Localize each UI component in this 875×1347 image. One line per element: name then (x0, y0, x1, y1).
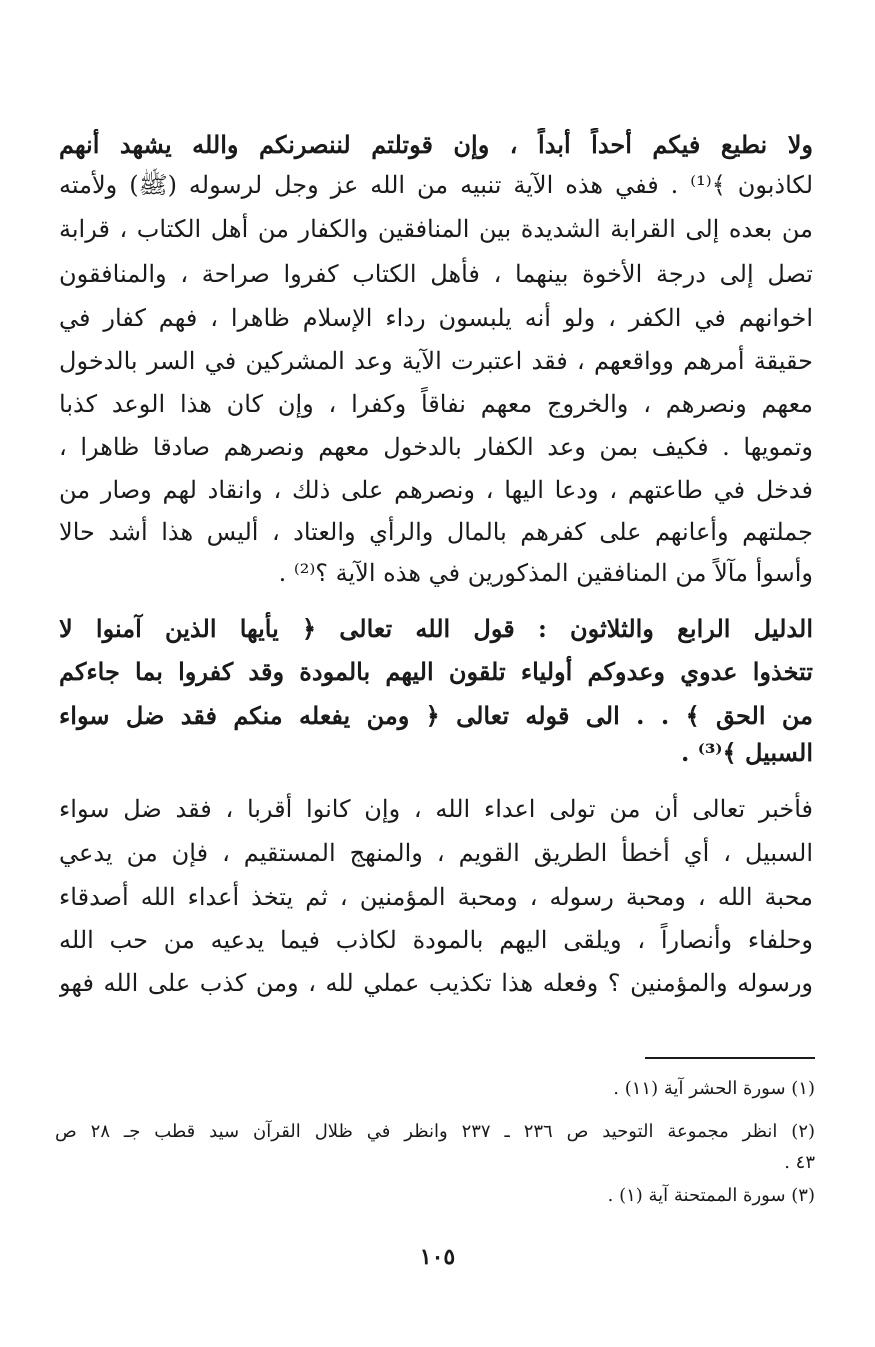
body-line: حقيقة أمرهم وواقعهم ، فقد اعتبرت الآية وعد المشركين في السر بالدخول (59, 347, 813, 375)
footnote: (٢) انظر مجموعة التوحيد ص ٢٣٦ ـ ٢٣٧ وانظر في ظلال القرآن سيد قطب جـ ٢٨ ص (55, 1121, 815, 1142)
body-line: ولا نطيع فيكم أحداً أبداً ، وإن قوتلتم لننصرنكم والله يشهد أنهم (59, 130, 813, 159)
body-line: اخوانهم في الكفر ، ولو أنه يلبسون رداء الإسلام ظاهرا ، فهم كفار في (59, 304, 813, 332)
body-line: تتخذوا عدوي وعدوكم أولياء تلقون اليهم بالمودة وقد كفروا بما جاءكم (59, 657, 813, 686)
body-line: جملتهم وأعانهم على كفرهم بالمال والرأي والعتاد ، أليس هذا أشد حالا (59, 518, 813, 546)
body-line: لكاذبون ﴾⁽¹⁾ . ففي هذه الآية تنبيه من الله عز وجل لرسوله (ﷺ) ولأمته (59, 171, 813, 199)
body-line: السبيل ﴾⁽³⁾ . (681, 738, 813, 767)
body-line: من الحق ﴾ . . الى قوله تعالى ﴿ ومن يفعله منكم فقد ضل سواء (59, 701, 813, 730)
page-number: ١٠٥ (419, 1244, 456, 1270)
body-line: وأسوأ مآلاً من المنافقين المذكورين في هذه الآية ؟⁽²⁾ . (278, 559, 813, 587)
body-line: الدليل الرابع والثلاثون : قول الله تعالى ﴿ يأيها الذين آمنوا لا (59, 614, 813, 643)
body-line: السبيل ، أي أخطأ الطريق القويم ، والمنهج المستقيم ، فإن من يدعي (59, 839, 813, 867)
body-line: تصل إلى درجة الأخوة بينهما ، فأهل الكتاب كفروا صراحة ، والمنافقون (59, 260, 813, 288)
footnote-continuation: ٤٣ . (784, 1152, 815, 1173)
body-line: وتمويها . فكيف بمن وعد الكفار بالدخول معهم ونصرهم صادقا ظاهرا ، (59, 433, 813, 461)
body-line: فدخل في طاعتهم ، ودعا اليها ، ونصرهم على ذلك ، وانقاد لهم وصار من (59, 476, 813, 504)
body-line: محبة الله ، ومحبة رسوله ، ومحبة المؤمنين ، ثم يتخذ أعداء الله أصدقاء (59, 883, 813, 911)
body-line: فأخبر تعالى أن من تولى اعداء الله ، وإن كانوا أقربا ، فقد ضل سواء (59, 795, 813, 823)
body-line: وحلفاء وأنصاراً ، ويلقى اليهم بالمودة لكاذب فيما يدعيه من حب الله (59, 926, 813, 954)
footnote-separator (645, 1057, 815, 1059)
body-line: ورسوله والمؤمنين ؟ وفعله هذا تكذيب عملي لله ، ومن كذب على الله فهو (59, 969, 813, 997)
footnote: (٣) سورة الممتحنة آية (١) . (607, 1185, 815, 1206)
footnote: (١) سورة الحشر آية (١١) . (613, 1078, 815, 1099)
body-line: معهم ونصرهم ، والخروج معهم نفاقاً وكفرا ، وإن كان هذا الوعد كذبا (59, 390, 813, 418)
body-line: من بعده إلى القرابة الشديدة بين المنافقين والكفار من أهل الكتاب ، قرابة (59, 215, 813, 243)
